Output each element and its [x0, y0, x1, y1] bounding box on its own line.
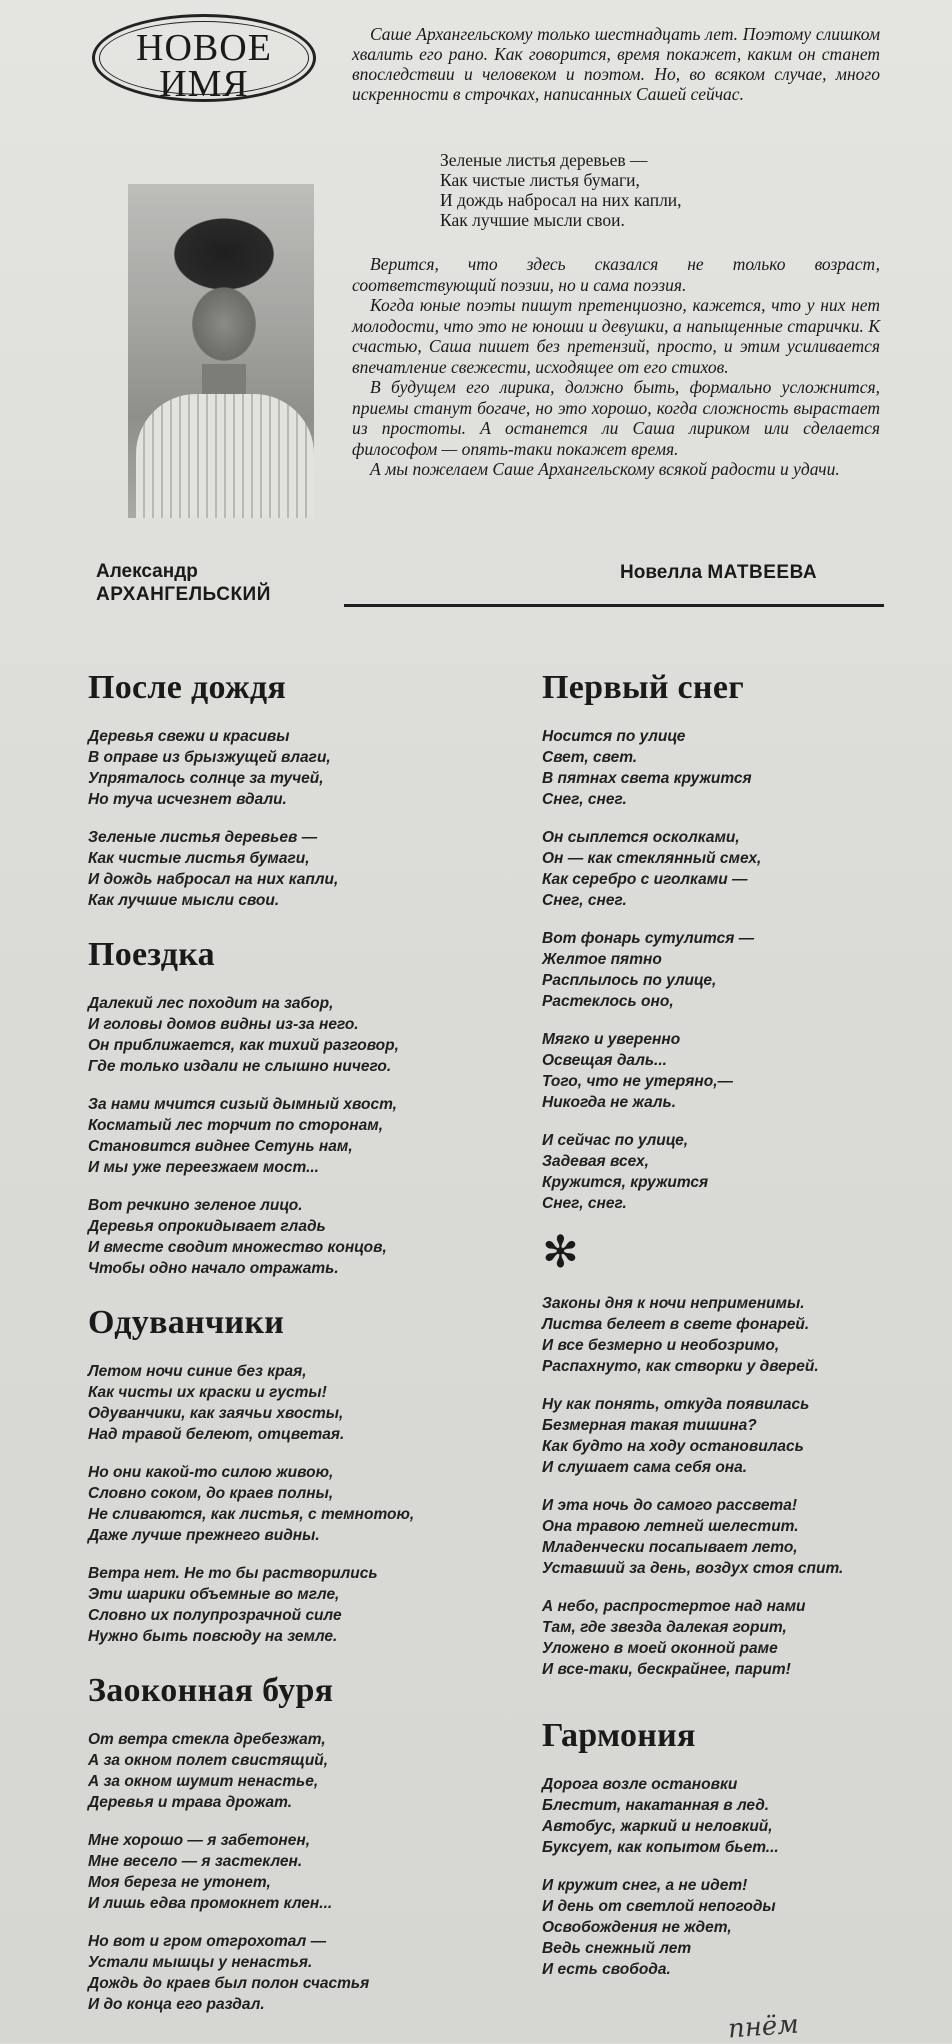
poem-line: И вместе сводит множество концов,: [88, 1239, 387, 1256]
poem-line: И есть свобода.: [542, 1961, 671, 1978]
asterisk-separator-icon: ✻: [542, 1227, 579, 1278]
poem-title: Первый снег: [542, 669, 744, 706]
poem-line: Словно соком, до краев полны,: [88, 1485, 334, 1502]
poem-line: Никогда не жаль.: [542, 1094, 677, 1111]
poet-last-name: АРХАНГЕЛЬСКИЙ: [96, 584, 271, 605]
intro-paragraph: [352, 24, 880, 104]
section-divider: [344, 604, 884, 607]
stanza: [88, 1094, 468, 1178]
poem-line: И сейчас по улице,: [542, 1132, 689, 1149]
poem-line: Носится по улице: [542, 728, 686, 745]
quote-line: Как лучшие мысли свои.: [440, 210, 625, 230]
poem-line: Освещая даль...: [542, 1052, 667, 1069]
poem-line: Дорога возле остановки: [542, 1776, 738, 1793]
poem-line: Распахнуто, как створки у дверей.: [542, 1358, 819, 1375]
poem-line: А небо, распростертое над нами: [542, 1598, 806, 1615]
poem-line: Автобус, жаркий и неловкий,: [542, 1818, 773, 1835]
poem-line: Снег, снег.: [542, 892, 627, 909]
stanza: [542, 1394, 922, 1478]
badge-line-1: НОВОЕ: [136, 27, 272, 69]
poem-line: Словно их полупрозрачной силе: [88, 1607, 342, 1624]
stanza: [88, 1830, 468, 1914]
intro-text-3: Когда юные поэты пишут претенциозно, кажется, что у них нет молодости, что это не юноши и девушки, а напыщенные старички. К счастью, Саша пишет без претензий, просто, и этим усиливается впечатление свежести, исходящее от его стихов.: [352, 295, 880, 377]
quote-line: И дождь набросал на них капли,: [440, 190, 682, 210]
stanza: [542, 1875, 922, 1980]
poem-line: И кружит снег, а не идет!: [542, 1877, 748, 1894]
poem-line: Как серебро с иголками —: [542, 871, 748, 888]
intro-quote: [440, 150, 840, 230]
poem-line: Моя береза не утонет,: [88, 1874, 271, 1891]
poem-title: Заоконная буря: [88, 1672, 334, 1709]
poem-line: Где только издали не слышно ничего.: [88, 1058, 392, 1075]
poem-line: Как чистые листья бумаги,: [88, 850, 310, 867]
intro-text-5: А мы пожелаем Саше Архангельскому всякой радости и удачи.: [370, 459, 840, 479]
poem-line: За нами мчится сизый дымный хвост,: [88, 1096, 397, 1113]
stanza: [88, 827, 468, 911]
poem-title: После дождя: [88, 669, 287, 706]
poems-right-column: [542, 668, 922, 1997]
poem-title: Поездка: [88, 936, 215, 973]
stanza: [542, 1130, 922, 1214]
poem-line: Вот речкино зеленое лицо.: [88, 1197, 303, 1214]
poem-line: Как лучшие мысли свои.: [88, 892, 280, 909]
poem-line: Он приближается, как тихий разговор,: [88, 1037, 399, 1054]
poem-line: Листва белеет в свете фонарей.: [542, 1316, 810, 1333]
badge-line-2: ИМЯ: [159, 63, 249, 105]
poem-line: Ну как понять, откуда появилась: [542, 1396, 810, 1413]
critic-first-name: Новелла: [620, 562, 703, 583]
poem-title: Гармония: [542, 1717, 696, 1754]
poem-line: И до конца его раздал.: [88, 1996, 265, 2013]
poem-line: Устали мышцы у ненастья.: [88, 1954, 313, 1971]
poem-line: Кружится, кружится: [542, 1174, 709, 1191]
poem-line: Ведь снежный лет: [542, 1940, 692, 1957]
stanza: [88, 1563, 468, 1647]
poem-line: Расплылось по улице,: [542, 972, 717, 989]
poem-line: Он — как стеклянный смех,: [542, 850, 762, 867]
poem-line: Одуванчики, как заячьи хвосты,: [88, 1405, 344, 1422]
poem-line: А за окном полет свистящий,: [88, 1752, 329, 1769]
poem-line: Он сыплется осколками,: [542, 829, 740, 846]
critic-name: [620, 562, 920, 584]
quote-line: Как чистые листья бумаги,: [440, 170, 640, 190]
poem-line: В оправе из брызжущей влаги,: [88, 749, 331, 766]
poem-line: Дождь до краев был полон счастья: [88, 1975, 370, 1992]
intro-text-1: Саше Архангельскому только шестнадцать лет. Поэтому слишком хвалить его рано. Как говорится, время покажет, каким он станет впоследствии и человеком и поэтом. Но, во всяком случае, много искренности в строчках, написанных Сашей сейчас.: [352, 24, 880, 104]
poem-line: От ветра стекла дребезжат,: [88, 1731, 326, 1748]
stanza: [88, 1931, 468, 2015]
poem-line: Уставший за день, воздух стоя спит.: [542, 1560, 844, 1577]
poem-line: А за окном шумит ненастье,: [88, 1773, 319, 1790]
poem-line: И день от светлой непогоды: [542, 1898, 776, 1915]
poem-line: И мы уже переезжаем мост...: [88, 1159, 319, 1176]
poem-line: Безмерная такая тишина?: [542, 1417, 757, 1434]
poem-line: И все безмерно и необозримо,: [542, 1337, 780, 1354]
poem-line: Летом ночи синие без края,: [88, 1363, 307, 1380]
stanza: [542, 1293, 922, 1377]
stanza: [88, 1729, 468, 1813]
poem-line: Блестит, накатанная в лед.: [542, 1797, 770, 1814]
poem-line: Косматый лес торчит по сторонам,: [88, 1117, 384, 1134]
poem-line: И дождь набросал на них капли,: [88, 871, 339, 888]
poem-line: И лишь едва промокнет клен...: [88, 1895, 333, 1912]
poem-line: Вот фонарь сутулится —: [542, 930, 755, 947]
poem-line: Законы дня к ночи неприменимы.: [542, 1295, 805, 1312]
poem-line: Желтое пятно: [542, 951, 662, 968]
intro-text-2: Верится, что здесь сказался не только возраст, соответствующий поэзии, но и сама поэзия.: [352, 254, 880, 295]
poem-line: Задевая всех,: [542, 1153, 649, 1170]
poem-line: Далекий лес походит на забор,: [88, 995, 334, 1012]
poem-line: Мне хорошо — я забетонен,: [88, 1832, 311, 1849]
poem-line: Младенчески посапывает лето,: [542, 1539, 798, 1556]
poem-line: Но туча исчезнет вдали.: [88, 791, 287, 808]
poem-line: Она травою летней шелестит.: [542, 1518, 799, 1535]
poem-line: Снег, снег.: [542, 1195, 627, 1212]
stanza: [88, 1462, 468, 1546]
stanza: [542, 1495, 922, 1579]
stanza: [88, 726, 468, 810]
poem-line: Деревья опрокидывает гладь: [88, 1218, 326, 1235]
poem-line: И эта ночь до самого рассвета!: [542, 1497, 798, 1514]
stanza: [542, 1029, 922, 1113]
poem-line: Не сливаются, как листья, с темнотою,: [88, 1506, 415, 1523]
handwritten-note: пнём: [727, 2009, 800, 2044]
stanza: [542, 827, 922, 911]
stanza: [542, 1596, 922, 1680]
poem-line: Там, где звезда далекая горит,: [542, 1619, 787, 1636]
poem-line: Как чисты их краски и густы!: [88, 1384, 327, 1401]
photo-shirt: [136, 394, 314, 518]
poem-line: Но они какой-то силою живою,: [88, 1464, 334, 1481]
poem-line: Того, что не утеряно,—: [542, 1073, 734, 1090]
poem-line: Снег, снег.: [542, 791, 627, 808]
poet-first-name: Александр: [96, 561, 198, 582]
poem-line: Буксует, как копытом бьет...: [542, 1839, 779, 1856]
stanza: [542, 726, 922, 810]
new-name-badge: [92, 14, 316, 105]
poem-line: Ветра нет. Не то бы растворились: [88, 1565, 378, 1582]
intro-text-4: В будущем его лирика, должно быть, формально усложнится, приемы станут богаче, но это хорошо, когда сложность вырастает из простоты. А останется ли Саша лириком или сделается философом — опять-таки покажет время.: [352, 377, 880, 459]
poem-line: Нужно быть повсюду на земле.: [88, 1628, 338, 1645]
author-photo: [128, 184, 314, 518]
poem-line: Упряталось солнце за тучей,: [88, 770, 324, 787]
stanza: [542, 1774, 922, 1858]
stanza: [88, 993, 468, 1077]
poem-title: Одуванчики: [88, 1304, 285, 1341]
poem-line: Освобождения не ждет,: [542, 1919, 732, 1936]
stanza: [542, 928, 922, 1012]
poem-line: Деревья свежи и красивы: [88, 728, 290, 745]
poet-name: [96, 560, 326, 606]
critic-last-name: МАТВЕЕВА: [707, 562, 818, 583]
poem-line: Но вот и гром отгрохотал —: [88, 1933, 327, 1950]
poem-line: Чтобы одно начало отражать.: [88, 1260, 339, 1277]
poem-line: Уложено в моей оконной раме: [542, 1640, 778, 1657]
poem-line: Мне весело — я застеклен.: [88, 1853, 303, 1870]
intro-body: [352, 254, 880, 480]
poem-line: В пятнах света кружится: [542, 770, 752, 787]
poem-line: Эти шарики объемные во мгле,: [88, 1586, 340, 1603]
poem-line: Растеклось оно,: [542, 993, 674, 1010]
poem-line: Становится виднее Сетунь нам,: [88, 1138, 353, 1155]
poem-line: Как будто на ходу остановилась: [542, 1438, 804, 1455]
poem-line: Над травой белеют, отцветая.: [88, 1426, 345, 1443]
poem-line: И головы домов видны из-за него.: [88, 1016, 359, 1033]
poem-line: И все-таки, бескрайнее, парит!: [542, 1661, 791, 1678]
poem-line: Свет, свет.: [542, 749, 638, 766]
poem-line: Мягко и уверенно: [542, 1031, 681, 1048]
poem-line: Деревья и трава дрожат.: [88, 1794, 293, 1811]
stanza: [88, 1361, 468, 1445]
poem-line: Зеленые листья деревьев —: [88, 829, 318, 846]
poems-left-column: [88, 668, 468, 2032]
quote-line: Зеленые листья деревьев —: [440, 150, 648, 170]
poem-line: Даже лучше прежнего видны.: [88, 1527, 320, 1544]
stanza: [88, 1195, 468, 1279]
poem-line: И слушает сама себя она.: [542, 1459, 748, 1476]
